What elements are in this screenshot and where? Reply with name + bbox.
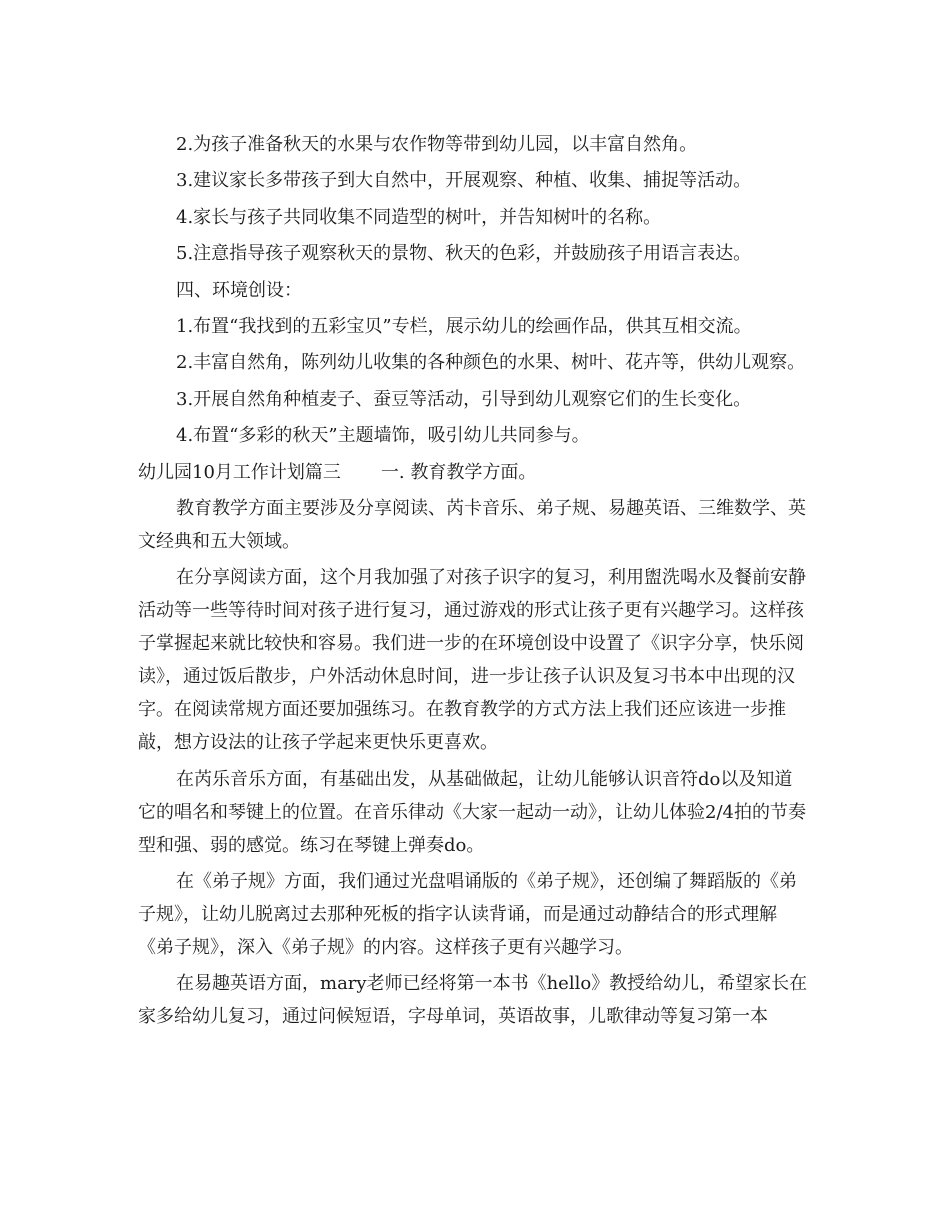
body-paragraph: 教育教学方面主要涉及分享阅读、芮卡音乐、弟子规、易趣英语、三维数学、英文经典和五大领域。 [138, 497, 806, 552]
list-item: 4.家长与孩子共同收集不同造型的树叶，并告知树叶的名称。 [176, 206, 662, 228]
document-body [138, 128, 810, 1037]
list-item: 4.布置“多彩的秋天”主题墙饰，吸引幼儿共同参与。 [176, 425, 590, 447]
list-item: 2.为孩子准备秋天的水果与农作物等带到幼儿园，以丰富自然角。 [176, 134, 698, 155]
list-item: 2.丰富自然角，陈列幼儿收集的各种颜色的水果、树叶、花卉等，供幼儿观察。 [176, 352, 806, 374]
body-paragraph: 在芮乐音乐方面，有基础出发，从基础做起，让幼儿能够认识音符do以及知道它的唱名和琴键上的位置。在音乐律动《大家一起动一动》，让幼儿体验2/4拍的节奏型和强、弱的感觉。练习在琴键上弹奏do。 [138, 768, 806, 856]
list-item: 1.布置“我找到的五彩宝贝”专栏，展示幼儿的绘画作品，供其互相交流。 [176, 315, 752, 337]
list-item: 3.开展自然角种植麦子、蚕豆等活动，引导到幼儿观察它们的生长变化。 [176, 388, 752, 410]
body-paragraph: 在分享阅读方面，这个月我加强了对孩子识字的复习，利用盥洗喝水及餐前安静活动等一些等待时间对孩子进行复习，通过游戏的形式让孩子更有兴趣学习。这样孩子掌握起来就比较快和容易。我们进一步的在环境创设中设置了《识字分享，快乐阅读》，通过饭后散步，户外活动休息时间，进一步让孩子认识及复习书本中出现的汉字。在阅读常规方面还要加强练习。在教育教学的方式方法上我们还应该进一步推敲，想方设法的让孩子学起来更快乐更喜欢。 [138, 567, 806, 754]
section-heading-environment: 四、环境创设： [176, 279, 302, 301]
section-heading [138, 456, 810, 489]
body-paragraph: 在易趣英语方面，mary老师已经将第一本书《hello》教授给幼儿，希望家长在家多给幼儿复习，通过问候短语，字母单词，英语故事，儿歌律动等复习第一本 [138, 973, 808, 1028]
body-paragraph: 在《弟子规》方面，我们通过光盘唱诵版的《弟子规》，还创编了舞蹈版的《弟子规》，让幼儿脱离过去那种死板的指字认读背诵，而是通过动静结合的形式理解《弟子规》，深入《弟子规》的内容。这样孩子更有兴趣学习。 [138, 871, 797, 959]
section-title: 幼儿园10月工作计划篇三 [138, 461, 341, 483]
list-item: 3.建议家长多带孩子到大自然中，开展观察、种植、收集、捕捉等活动。 [176, 170, 752, 192]
list-item: 5.注意指导孩子观察秋天的景物、秋天的色彩，并鼓励孩子用语言表达。 [176, 243, 752, 265]
section-subtitle: 一. 教育教学方面。 [380, 461, 537, 483]
